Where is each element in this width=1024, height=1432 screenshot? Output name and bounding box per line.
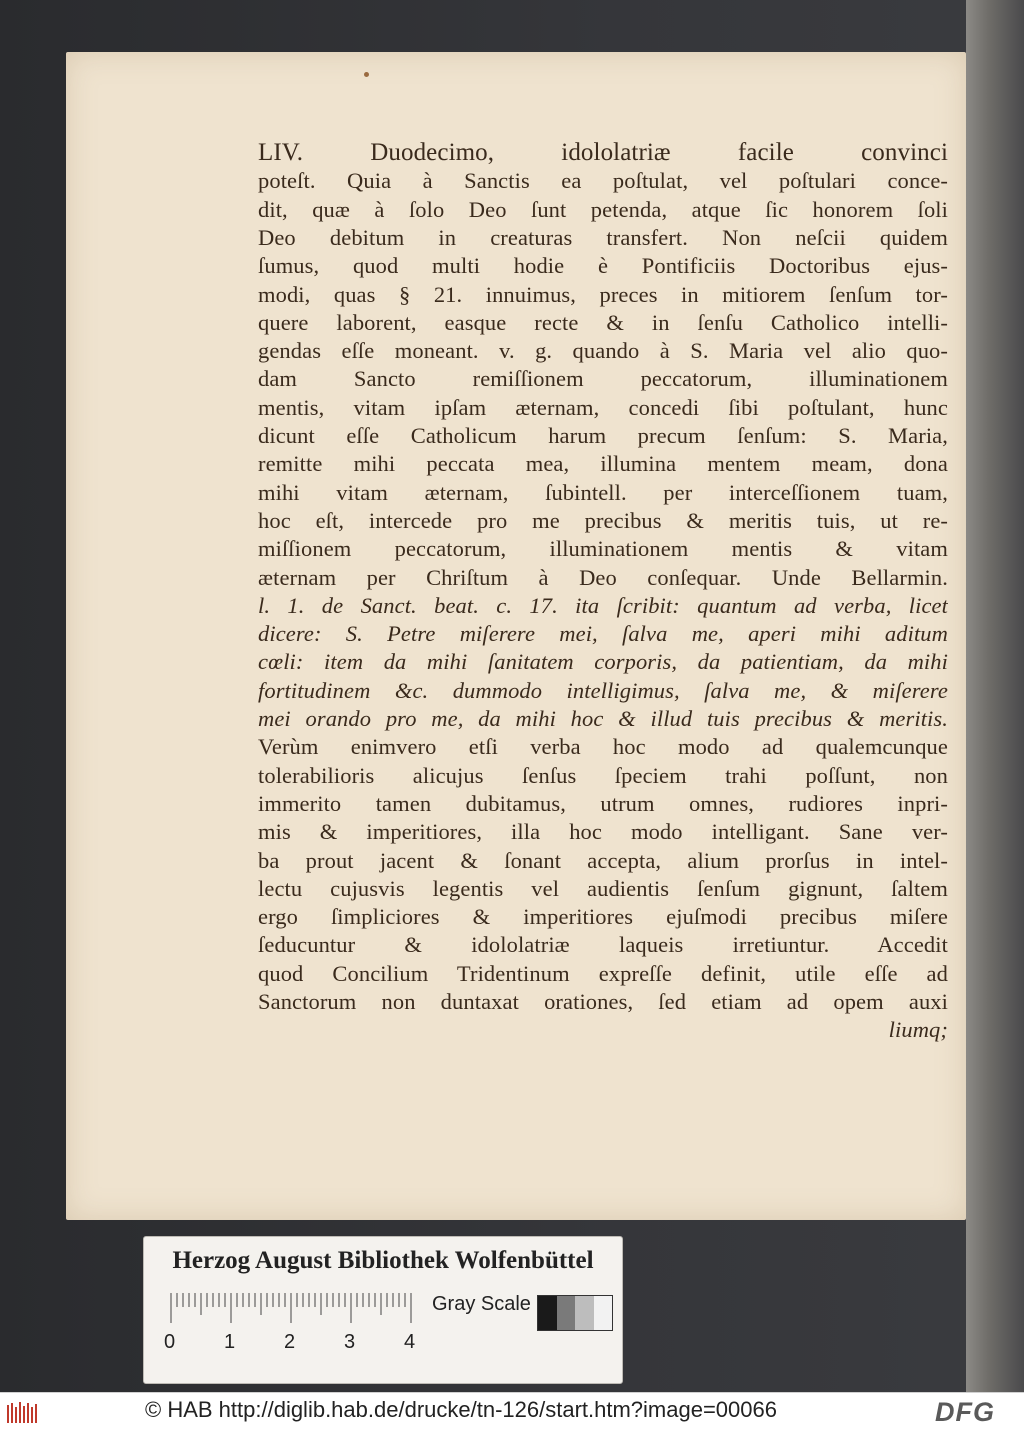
ruler-number: 3 (344, 1331, 356, 1353)
text-line: quod Concilium Tridentinum expreſſe definit, utile eſſe ad (258, 960, 948, 986)
ruler-number: 2 (284, 1331, 296, 1353)
text-line: Deo debitum in creaturas transfert. Non neſcii quidem (258, 224, 948, 250)
text-line: dicere: S. Petre miſerere mei, ſalva me, aperi mihi aditum (258, 621, 948, 647)
text-line: lectu cujusvis legentis vel audientis ſenſum gignunt, ſaltem (258, 875, 948, 901)
text-line: Verùm enimvero etſi verba hoc modo ad qualemcunque (258, 734, 948, 760)
text-line: ba prout jacent & ſonant accepta, alium prorſus in intel- (258, 847, 948, 873)
text-line: cœli: item da mihi ſanitatem corporis, da patientiam, da mihi (258, 649, 948, 675)
text-line: l. 1. de Sanct. beat. c. 17. ita ſcribit: quantum ad verba, licet (258, 592, 948, 618)
text-line: modi, quas § 21. innuimus, preces in mitiorem ſenſum tor- (258, 281, 948, 307)
text-line: tolerabilioris alicujus ſenſus ſpeciem trahi poſſunt, non (258, 762, 948, 788)
text-line: mentis, vitam ipſam æternam, concedi ſibi poſtulant, hunc (258, 394, 948, 420)
text-line: mei orando pro me, da mihi hoc & illud tuis precibus & meritis. (258, 706, 948, 731)
ruler-number: 1 (224, 1331, 236, 1353)
ruler-number: 4 (404, 1331, 416, 1353)
text-line: gendas eſſe moneant. v. g. quando à S. Maria vel alio quo- (258, 338, 948, 364)
gray-scale-label: Gray Scale (432, 1293, 531, 1315)
ruler-numbers (164, 1331, 444, 1357)
text-line: remitte mihi peccata mea, illumina mentem meam, dona (258, 451, 948, 477)
text-line: dit, quæ à ſolo Deo ſunt petenda, atque ſic honorem ſoli (258, 196, 948, 222)
text-line: quere laborent, easque recte & in ſenſu Catholico intelli- (258, 309, 948, 335)
text-line: ergo ſimpliciores & imperitiores ejuſmodi precibus miſere (258, 904, 948, 930)
footer-bar (0, 1392, 1024, 1432)
text-line: ſumus, quod multi hodie è Pontificiis Doctoribus ejus- (258, 253, 948, 279)
book-edge (966, 0, 1024, 1392)
text-line: LIV. Duodecimo, idololatriæ facile convinci (258, 139, 948, 166)
library-title: Herzog August Bibliothek Wolfenbüttel (172, 1247, 594, 1274)
text-line: poteſt. Quia à Sanctis ea poſtulat, vel poſtulari conce- (258, 168, 948, 194)
catchword: liumq; (888, 1017, 948, 1043)
ink-dot (364, 72, 369, 77)
ruler-scale (170, 1293, 420, 1325)
text-line: mihi vitam æternam, ſubintell. per interceſſionem tuam, (258, 479, 948, 505)
hab-color-card (143, 1236, 623, 1384)
hab-logo-icon (6, 1401, 40, 1425)
ruler-number: 0 (164, 1331, 176, 1353)
text-line: miſſionem peccatorum, illuminationem mentis & vitam (258, 536, 948, 562)
text-line: æternam per Chriſtum à Deo conſequar. Unde Bellarmin. (258, 564, 948, 590)
text-line: mis & imperitiores, illa hoc modo intelligant. Sane ver- (258, 819, 948, 845)
text-line: fortitudinem &c. dummodo intelligimus, ſalva me, & miſerere (258, 677, 948, 703)
gray-scale-swatch (537, 1295, 613, 1331)
text-line: dam Sancto remiſſionem peccatorum, illuminationem (258, 366, 948, 392)
text-line: dicunt eſſe Catholicum harum precum ſenſum: S. Maria, (258, 423, 948, 448)
footer-link[interactable]: © HAB http://diglib.hab.de/drucke/tn-126/start.htm?image=00066 (145, 1397, 777, 1422)
text-line: Sanctorum non duntaxat orationes, ſed etiam ad opem auxi (258, 989, 948, 1014)
text-line: immerito tamen dubitamus, utrum omnes, rudiores inpri- (258, 790, 948, 816)
text-line: hoc eſt, intercede pro me precibus & meritis tuis, ut re- (258, 507, 948, 533)
dfg-logo: DFG (935, 1397, 995, 1427)
text-line: ſeducuntur & idololatriæ laqueis irretiuntur. Accedit (258, 932, 948, 958)
book-page (66, 52, 966, 1220)
